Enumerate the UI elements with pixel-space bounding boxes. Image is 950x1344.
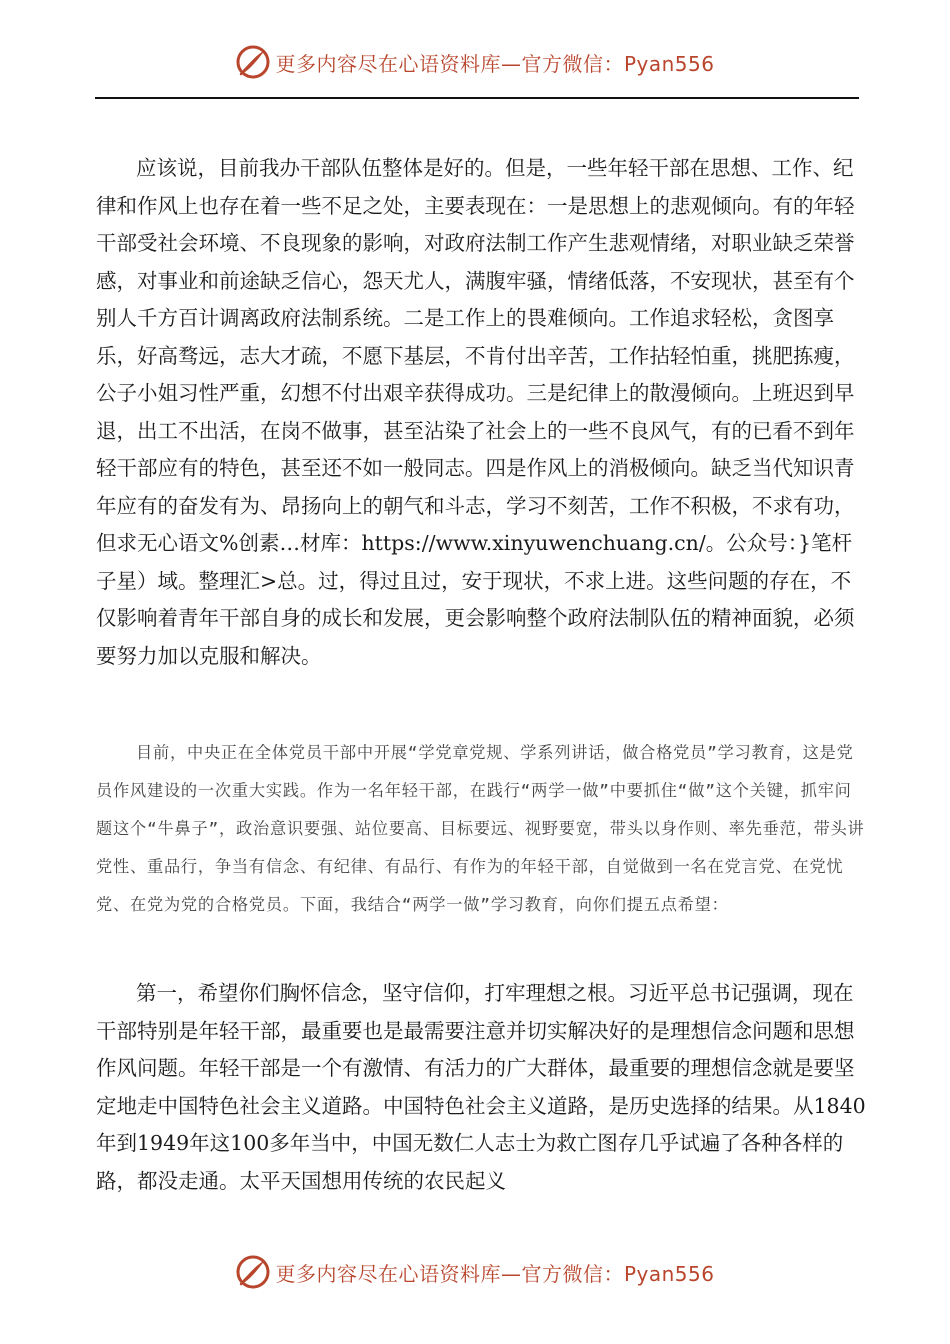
quill-logo-icon	[235, 1254, 271, 1290]
body-paragraph-1: 应该说，目前我办干部队伍整体是好的。但是，一些年轻干部在思想、工作、纪律和作风上也存在着一些不足之处，主要表现在：一是思想上的悲观倾向。有的年轻干部受社会环境、不良现象的影响，对政府法制工作产生悲观情绪，对职业缺乏荣誉感，对事业和前途缺乏信心，怨天尤人，满腹牢骚，情绪低落，不安现状，甚至有个别人千方百计调离政府法制系统。二是工作上的畏难倾向。工作追求轻松，贪图享乐，好高骛远，志大才疏，不愿下基层，不肯付出辛苦，工作拈轻怕重，挑肥拣瘦，公子小姐习性严重，幻想不付出艰辛获得成功。三是纪律上的散漫倾向。上班迟到早退，出工不出活，在岗不做事，甚至沾染了社会上的一些不良风气，有的已看不到年轻干部应有的特色，甚至还不如一般同志。四是作风上的消极倾向。缺乏当代知识青年应有的奋发有为、昂扬向上的朝气和斗志，学习不刻苦，工作不积极，不求有功，但求无心语文%创素…材库：https://www.xinyuwenchuang.cn/。公众号：}笔杆子星）域。整理汇>总。过，得过且过，安于现状，不求上进。这些问题的存在，不仅影响着青年干部自身的成长和发展，更会影响整个政府法制队伍的精神面貌，必须要努力加以克服和解决。	[96, 156, 855, 668]
footer-banner-text: 更多内容尽在心语资料库—官方微信：Pyan556	[275, 1261, 715, 1286]
body-paragraph-2: 目前，中央正在全体党员干部中开展“学党章党规、学系列讲话，做合格党员”学习教育，这是党员作风建设的一次重大实践。作为一名年轻干部，在践行“两学一做”中要抓住“做”这个关键，抓牢问题这个“牛鼻子”，政治意识要强、站位要高、目标要远、视野要宽，带头以身作则、率先垂范，带头讲党性、重品行，争当有信念、有纪律、有品行、有作为的年轻干部，自觉做到一名在党言党、在党忧党、在党为党的合格党员。下面，我结合“两学一做”学习教育，向你们提五点希望：	[96, 743, 865, 914]
header-banner-text: 更多内容尽在心语资料库—官方微信：Pyan556	[275, 51, 715, 76]
body-paragraph-3: 第一，希望你们胸怀信念，坚守信仰，打牢理想之根。习近平总书记强调，现在干部特别是年轻干部，最重要也是最需要注意并切实解决好的是理想信念问题和思想作风问题。年轻干部是一个有激情、有活力的广大群体，最重要的理想信念就是要坚定地走中国特色社会主义道路。中国特色社会主义道路，是历史选择的结果。从1840年到1949年这100多年当中，中国无数仁人志士为救亡图存几乎试遍了各种各样的路，都没走通。太平天国想用传统的农民起义	[96, 981, 866, 1193]
quill-logo-icon	[235, 44, 271, 80]
header-divider	[95, 97, 859, 99]
footer-banner	[0, 1252, 950, 1292]
header-banner	[0, 42, 950, 82]
